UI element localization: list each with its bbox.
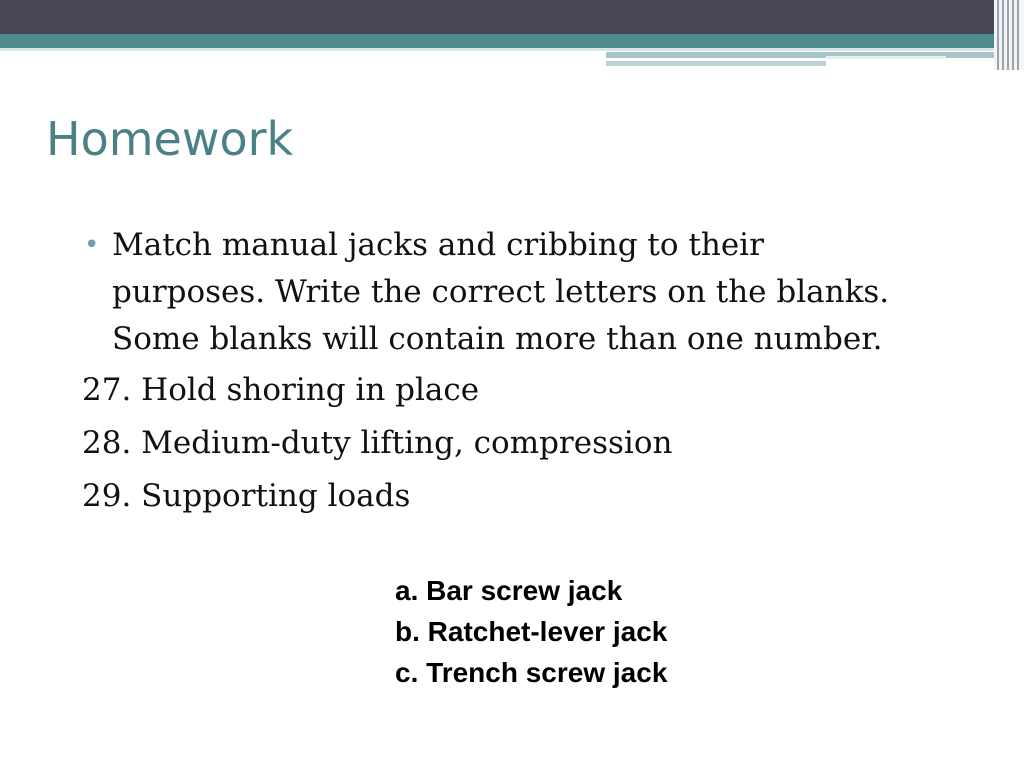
slide-body [82,222,922,526]
bullet-text: Match manual jacks and cribbing to their purposes. Write the correct letters on the blanks. Some blanks will contain more than one number. [112,227,890,357]
question-item: 29. Supporting loads [82,478,411,514]
answer-option: a. Bar screw jack [395,575,623,606]
header-accent-line [606,61,826,66]
header-accent-line [606,52,1024,58]
header-light-band [0,48,1024,51]
bullet-item [82,222,922,363]
bullet-dot-icon: • [84,230,100,260]
question-item: 28. Medium-duty lifting, compression [82,425,673,461]
header-teal-band [0,34,1024,48]
slide-title: Homework [46,112,294,166]
header-accent-line [826,56,946,59]
answer-option: c. Trench screw jack [395,657,668,688]
header-dark-band [0,0,1024,34]
header-stripes-decoration [994,0,1024,70]
question-item: 27. Hold shoring in place [82,372,480,408]
answer-option: b. Ratchet-lever jack [395,616,668,647]
answer-options [395,570,667,693]
